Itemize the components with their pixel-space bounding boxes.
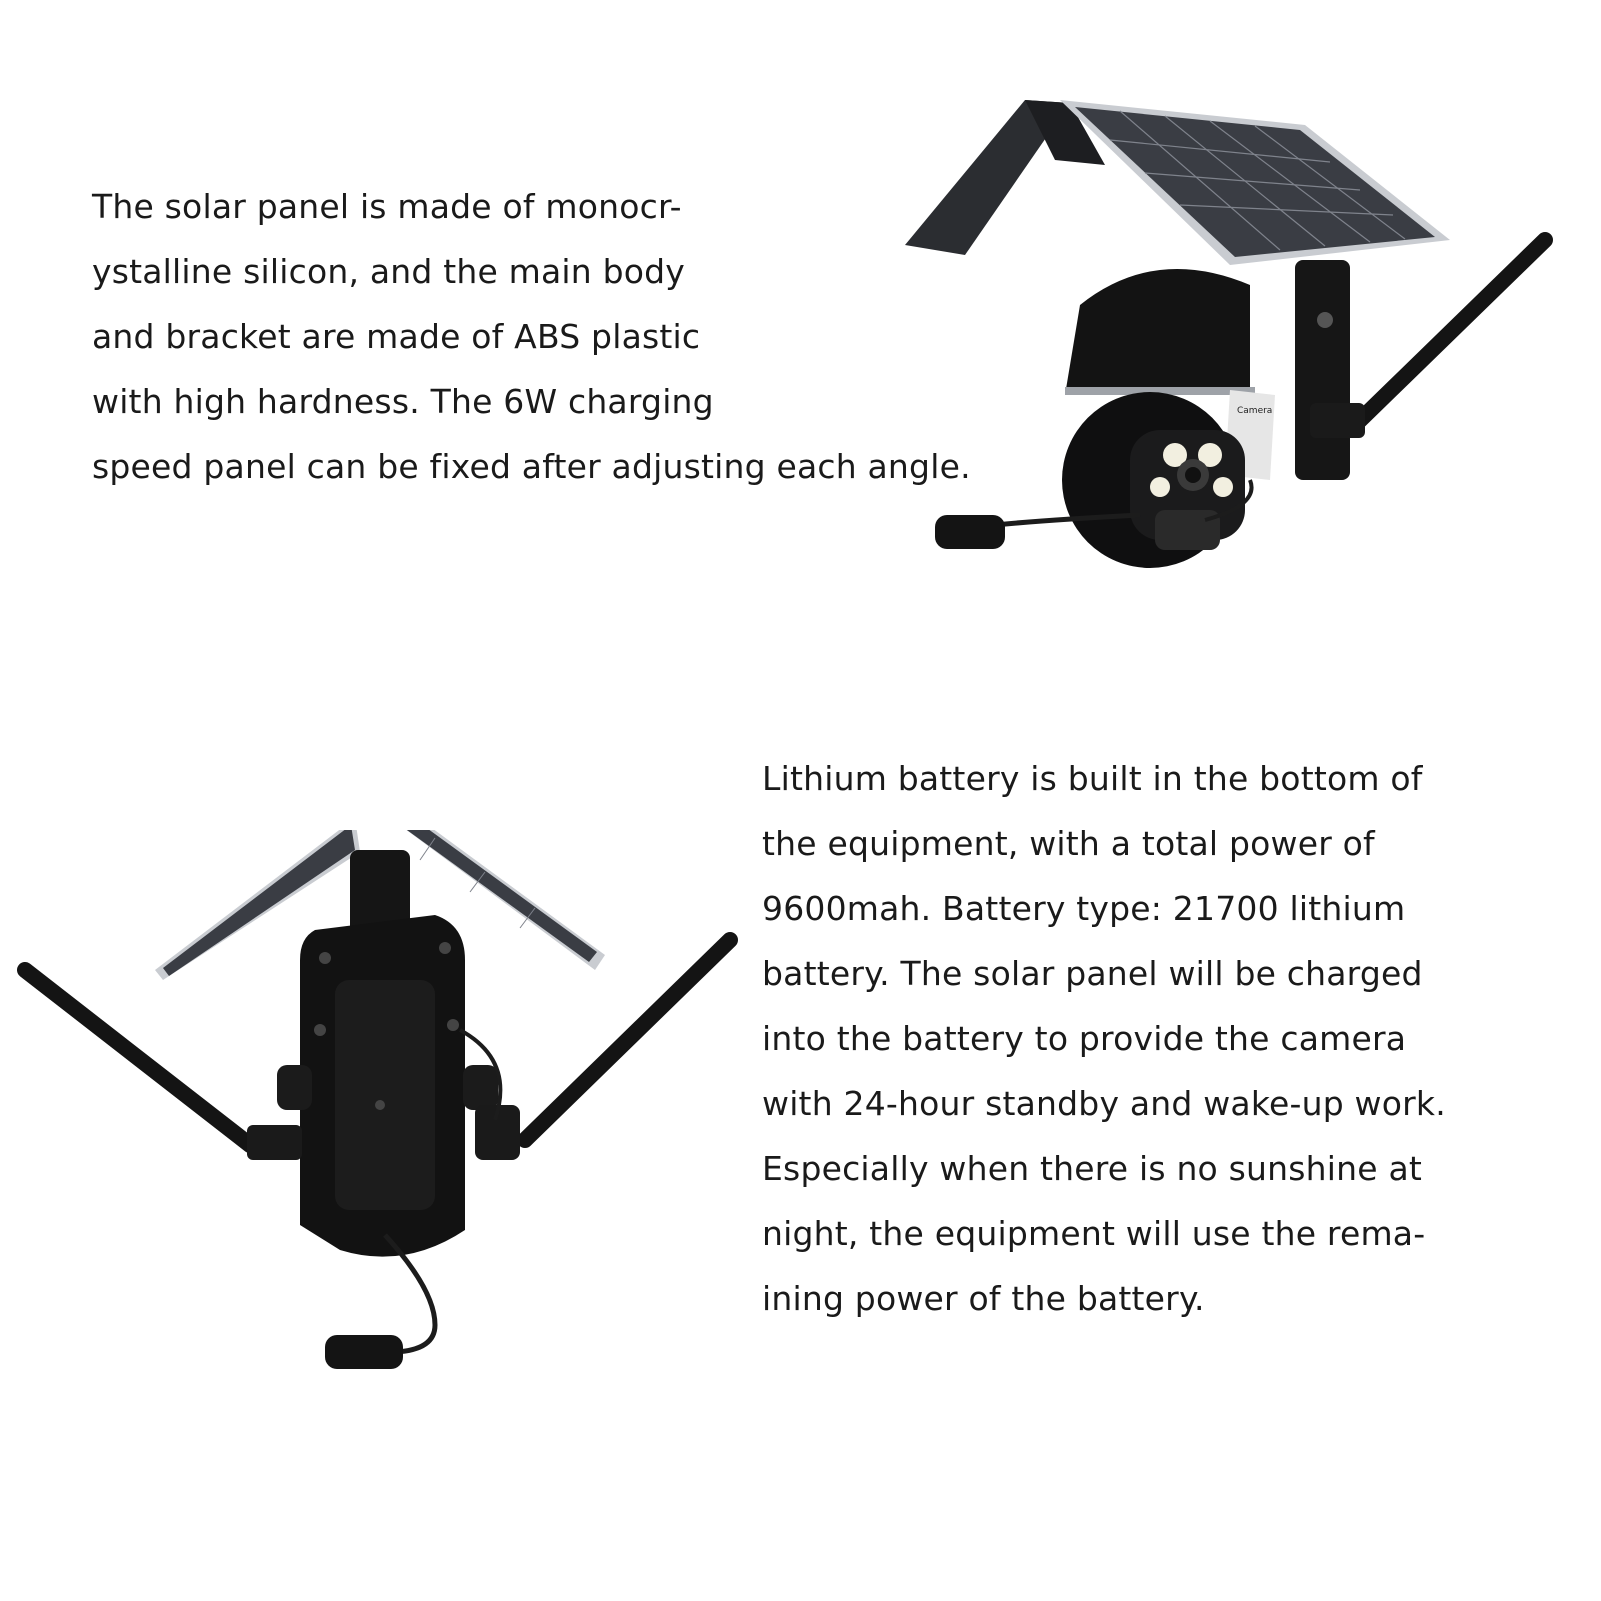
description-line: speed panel can be fixed after adjusting each angle.: [92, 447, 971, 486]
camera-label-text: Camera: [1237, 406, 1273, 416]
description-line: night, the equipment will use the rema-: [762, 1214, 1426, 1253]
description-line: and bracket are made of ABS plastic: [92, 317, 701, 356]
solar-camera-front-image: [905, 95, 1565, 595]
power-connector: [935, 515, 1005, 549]
battery-description: [762, 746, 1446, 1331]
description-line: ining power of the battery.: [762, 1279, 1205, 1318]
description-line: The solar panel is made of monocr-: [92, 187, 682, 226]
description-line: Especially when there is no sunshine at: [762, 1149, 1423, 1188]
solar-panel: [1060, 100, 1450, 265]
description-line: ystalline silicon, and the main body: [92, 252, 685, 291]
description-line: with high hardness. The 6W charging: [92, 382, 714, 421]
description-line: 9600mah. Battery type: 21700 lithium: [762, 889, 1406, 928]
description-line: the equipment, with a total power of: [762, 824, 1375, 863]
antenna-left: [25, 970, 302, 1160]
antenna-right: [475, 940, 730, 1160]
solar-camera-rear-image: [15, 830, 755, 1400]
description-line: with 24-hour standby and wake-up work.: [762, 1084, 1446, 1123]
description-line: Lithium battery is built in the bottom of: [762, 759, 1423, 798]
ir-led-icon: [1213, 477, 1233, 497]
description-line: into the battery to provide the camera: [762, 1019, 1407, 1058]
solar-panel-description: [92, 174, 971, 499]
description-line: battery. The solar panel will be charged: [762, 954, 1423, 993]
power-connector: [325, 1335, 403, 1369]
ir-led-icon: [1150, 477, 1170, 497]
